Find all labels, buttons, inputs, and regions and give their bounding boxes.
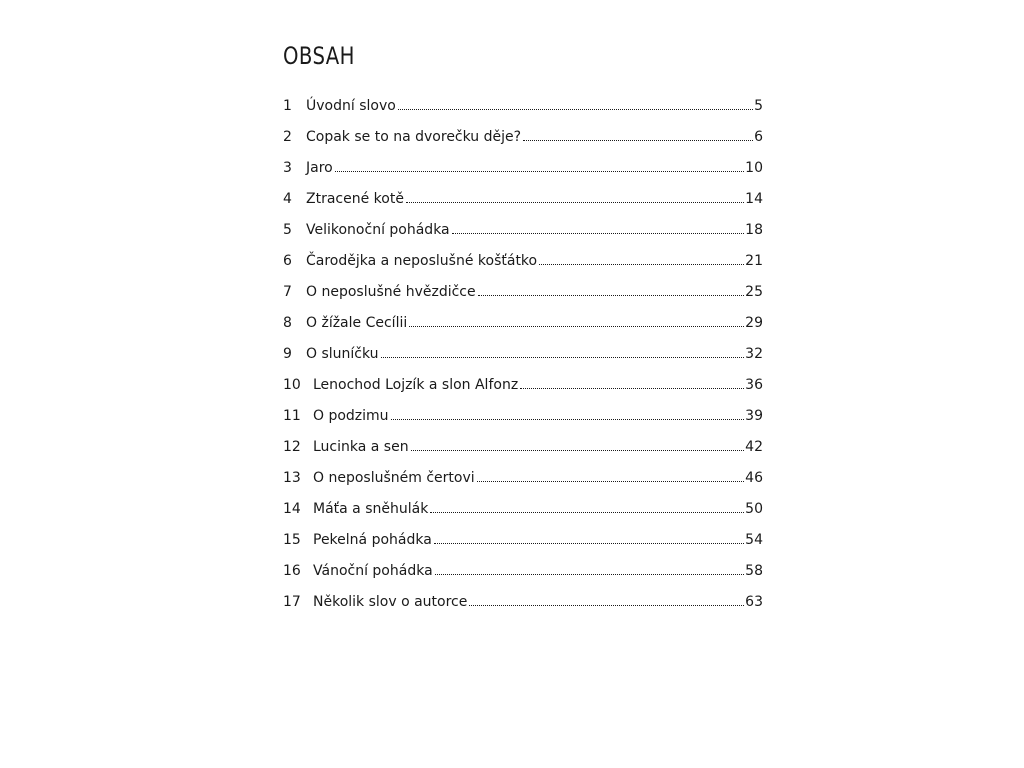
toc-entry-title: Jaro — [306, 160, 333, 176]
toc-entry-number: 5 — [283, 222, 292, 238]
toc-entry — [283, 591, 763, 622]
page-title: OBSAH — [283, 42, 355, 70]
toc-entry-number: 16 — [283, 563, 301, 579]
toc-entry-title: Ztracené kotě — [306, 191, 404, 207]
toc-entry-page: 10 — [745, 160, 763, 176]
toc-entry-page: 21 — [745, 253, 763, 269]
toc-dot-leader — [398, 108, 753, 110]
toc-dot-leader — [478, 294, 745, 296]
toc-dot-leader — [520, 387, 744, 389]
toc-entry — [283, 95, 763, 126]
toc-entry-page: 58 — [745, 563, 763, 579]
toc-dot-leader — [539, 263, 744, 265]
toc-entry-title: O sluníčku — [306, 346, 379, 362]
toc-entry-number: 15 — [283, 532, 301, 548]
toc-entry — [283, 157, 763, 188]
toc-entry-page: 25 — [745, 284, 763, 300]
toc-entry-title: Velikonoční pohádka — [306, 222, 450, 238]
toc-entry — [283, 312, 763, 343]
toc-entry — [283, 374, 763, 405]
toc-entry-page: 50 — [745, 501, 763, 517]
toc-entry-title: Lenochod Lojzík a slon Alfonz — [313, 377, 519, 393]
toc-entry-title: Pekelná pohádka — [313, 532, 432, 548]
toc-entry — [283, 250, 763, 281]
toc-entry-title: Úvodní slovo — [306, 98, 396, 114]
toc-entry-title: O podzimu — [313, 408, 389, 424]
toc-entry-title: Lucinka a sen — [313, 439, 409, 455]
toc-dot-leader — [391, 418, 745, 420]
toc-entry-page: 54 — [745, 532, 763, 548]
toc-entry-page: 18 — [745, 222, 763, 238]
toc-dot-leader — [411, 449, 745, 451]
toc-dot-leader — [381, 356, 745, 358]
toc-entry — [283, 126, 763, 157]
toc-entry-title: O žížale Cecílii — [306, 315, 408, 331]
toc-entry — [283, 281, 763, 312]
toc-entry — [283, 498, 763, 529]
toc-entry-page: 63 — [745, 594, 763, 610]
toc-dot-leader — [477, 480, 745, 482]
toc-entry-title: Několik slov o autorce — [313, 594, 468, 610]
toc-entry-number: 7 — [283, 284, 292, 300]
toc-dot-leader — [430, 511, 744, 513]
toc-entry-page: 42 — [745, 439, 763, 455]
toc-dot-leader — [469, 604, 744, 606]
toc-entry-page: 14 — [745, 191, 763, 207]
toc-entry — [283, 405, 763, 436]
toc-entry-title: O neposlušné hvězdičce — [306, 284, 476, 300]
toc-entry — [283, 467, 763, 498]
toc-entry-number: 3 — [283, 160, 292, 176]
toc-dot-leader — [409, 325, 744, 327]
toc-entry-page: 39 — [745, 408, 763, 424]
toc-entry-number: 14 — [283, 501, 301, 517]
toc-entry — [283, 529, 763, 560]
toc-dot-leader — [434, 542, 744, 544]
toc-entry — [283, 560, 763, 591]
toc-entry-number: 13 — [283, 470, 301, 486]
toc-entry-number: 17 — [283, 594, 301, 610]
toc-dot-leader — [452, 232, 745, 234]
toc-dot-leader — [435, 573, 745, 575]
toc-entry-number: 6 — [283, 253, 292, 269]
toc-entry-title: Čarodějka a neposlušné košťátko — [306, 253, 538, 269]
toc-entry-page: 6 — [754, 129, 763, 145]
toc-entry-page: 36 — [745, 377, 763, 393]
toc-entry — [283, 343, 763, 374]
toc-entry — [283, 188, 763, 219]
toc-entry-page: 29 — [745, 315, 763, 331]
toc-entry-number: 11 — [283, 408, 301, 424]
toc-dot-leader — [335, 170, 744, 172]
toc-entry-page: 32 — [745, 346, 763, 362]
toc-entry-number: 10 — [283, 377, 301, 393]
toc-entry-number: 8 — [283, 315, 292, 331]
toc-entry-title: Copak se to na dvorečku děje? — [306, 129, 522, 145]
table-of-contents — [283, 95, 763, 622]
toc-entry-page: 46 — [745, 470, 763, 486]
toc-entry — [283, 219, 763, 250]
toc-entry-title: Vánoční pohádka — [313, 563, 433, 579]
toc-entry-number: 4 — [283, 191, 292, 207]
toc-dot-leader — [406, 201, 744, 203]
toc-dot-leader — [523, 139, 753, 141]
toc-entry-page: 5 — [754, 98, 763, 114]
toc-entry-title: O neposlušném čertovi — [313, 470, 475, 486]
toc-entry-number: 9 — [283, 346, 292, 362]
toc-entry-number: 1 — [283, 98, 292, 114]
toc-entry-number: 2 — [283, 129, 292, 145]
toc-entry-title: Máťa a sněhulák — [313, 501, 429, 517]
toc-entry-number: 12 — [283, 439, 301, 455]
toc-entry — [283, 436, 763, 467]
